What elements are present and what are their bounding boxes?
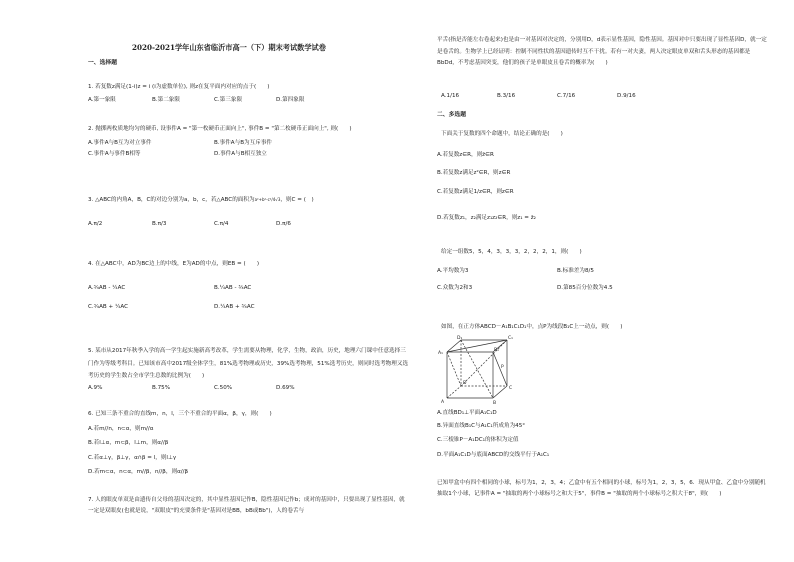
- q8-option-d: D.若复数z₁，z₂满足z₁z₂∈R，则z₁ = z̄₂: [437, 215, 536, 221]
- q10-option-c: C.三棱锥P－A₁DC₁的体积为定值: [437, 437, 519, 443]
- q3-stem-text: 3. △ABC的内角A，B，C的对边分别为a，b，c，若△ABC的面积为: [88, 197, 255, 203]
- q10-option-a: A.直线BD₁⊥平面A₁C₁D: [437, 410, 497, 416]
- q2-option-a: A.事件A与B互为对立事件: [88, 140, 152, 146]
- q3-option-c: C.π/4: [214, 221, 229, 227]
- cube-figure: [437, 334, 517, 406]
- q8-option-a: A.若复数z∈R，则z̄∈R: [437, 152, 494, 158]
- q11-text: 已知甲盒中有四个相同的小球，标号为1，2，3，4；乙盒中有五个相同的小球，标号为1，2，3，5，6．现从甲盒、乙盒中分别随机抽取1个小球，记事件A = "抽取的两个小球标号之和大于5"，事件B = "抽取的两个小球标号之积大于8"，则( ): [437, 480, 766, 497]
- q6-stem: 6. 已知三条不重合的直线m，n，l，三个不重合的平面α，β，γ，则( ): [88, 411, 272, 417]
- q5-option-a: A.9%: [88, 385, 103, 391]
- q9-option-d: D.第85百分位数为4.5: [557, 285, 613, 291]
- label-a1: A₁: [438, 351, 443, 356]
- q7-option-d: D.9/16: [617, 93, 636, 99]
- q5-text: 5. 某市从2017年秋季入学的高一学生起实施新高考改革，学生需要从物理，化学，生物，政治，历史，地理六门课中任意选择三门作为等级考科目。已知该市高中2017级全体学生，81%选考物理或历史，39%选考物理，51%选考历史，则同时选考物理又选考历史的学生数占全市学生总数的比例为( ): [88, 348, 409, 379]
- q8-option-c: C.若复数z满足1/z∈R，则z∈R: [437, 189, 514, 195]
- segment-a1d-hidden: [447, 352, 461, 386]
- label-c: C: [509, 386, 513, 391]
- label-a: A: [441, 400, 445, 405]
- q10-option-b: B.异面直线B₁C与A₁C₁所成角为45°: [437, 423, 526, 429]
- right-column: [437, 0, 771, 562]
- segment-bd1-hidden: [461, 340, 493, 398]
- segment-b1c: [493, 352, 507, 386]
- q6-option-b: B.若l⊥α，m⊂β，l⊥m，则α//β: [88, 440, 169, 446]
- edge-ad-hidden: [447, 386, 461, 398]
- q3-area-fraction: a²+b²-c²/4√3: [254, 197, 281, 202]
- label-b1: B₁: [494, 348, 499, 353]
- q4-option-a: A.¾AB - ¼AC: [88, 285, 126, 291]
- q9-option-a: A.平均数为3: [437, 268, 469, 274]
- q9-option-c: C.众数为2和3: [437, 285, 473, 291]
- q3-option-b: B.π/3: [152, 221, 167, 227]
- q10-stem: 如图，在正方体ABCD－A₁B₁C₁D₁中，点P为线段B₁C上一动点，则( ): [441, 324, 623, 330]
- q4-option-c: C.¾AB + ¼AC: [88, 304, 129, 310]
- q3-stem: [88, 196, 314, 204]
- q3-option-d: D.π/6: [276, 221, 291, 227]
- q6-option-d: D.若m⊂α，n⊂α，m//β，n//β，则α//β: [88, 469, 189, 475]
- label-c1: C₁: [508, 336, 513, 341]
- q9-option-b: B.标准差为8/5: [557, 268, 594, 274]
- q2-option-b: B.事件A与B为互斥事件: [214, 140, 273, 146]
- q6-option-c: C.若α⊥γ，β⊥γ，α∩β = l，则l⊥γ: [88, 455, 177, 461]
- q1-option-c: C.第三象限: [214, 97, 243, 103]
- q5-option-b: B.75%: [152, 385, 171, 391]
- q1-stem: 1. 若复数z满足(1-i)z = i (i为虚数单位), 则z在复平面内对应的点于( ): [88, 84, 270, 90]
- edge-a1d1: [447, 340, 461, 352]
- q1-option-b: B.第二象限: [152, 97, 180, 103]
- q7-option-b: B.3/16: [497, 93, 516, 99]
- exam-title: 2020-2021学年山东省临沂市高一（下）期末考试数学试卷: [132, 43, 326, 52]
- section-multi-heading: 二、多选题: [437, 112, 466, 118]
- label-b: B: [493, 401, 497, 406]
- q8-option-b: B.若复数z满足z²∈R，则z∈R: [437, 170, 511, 176]
- q7-option-c: C.7/16: [557, 93, 576, 99]
- q6-option-a: A.若m//n，n⊂α，则m//α: [88, 426, 154, 432]
- q2-option-d: D.事件A与B相互独立: [214, 151, 267, 157]
- q10-option-d: D.平面A₁C₁D与底面ABCD的交线平行于A₁C₁: [437, 452, 550, 458]
- left-column: [84, 0, 414, 562]
- q2-option-c: C.事件A与事件B相等: [88, 151, 141, 157]
- label-d1: D₁: [457, 336, 463, 341]
- q4-stem: 4. 在△ABC中，AD为BC边上的中线，E为AD的中点，则EB = ( ): [88, 261, 260, 267]
- q8-stem: 下面关于复数的四个命题中，结论正确的是( ): [441, 131, 563, 137]
- q5-option-c: C.50%: [214, 385, 233, 391]
- label-p: P: [501, 365, 504, 370]
- q1-option-a: A.第一象限: [88, 97, 116, 103]
- section-choice-heading: 一、选择题: [88, 60, 117, 66]
- q7-option-a: A.1/16: [441, 93, 460, 99]
- segment-dc1-hidden: [461, 340, 507, 386]
- edge-bc: [493, 386, 507, 398]
- q5-option-d: D.69%: [276, 385, 295, 391]
- q3-option-a: A.π/2: [88, 221, 103, 227]
- label-d: D: [463, 381, 467, 386]
- q1-option-d: D.第四象限: [276, 97, 305, 103]
- q7-continued-text: 平舌(指是否能左右卷起来)也是由一对基因对决定的，分别用D，d表示显性基因，隐性基因。基因对中只要出现了显性基因D，就一定是卷舌的。生物学上已经证明：控制不同性状的基因遗传时互不干扰。若有一对夫妻，两人决定眼皮单双和舌头形态的基因都是BbDd，不考虑基因突变，他们的孩子是单眼皮且卷舌的概率为( ): [437, 37, 767, 66]
- q7-text: 7. 人的眼皮单双是由遗传自父母的基因决定的，其中显性基因记作B，隐性基因记作b；成对的基因中，只要出现了显性基因，就一定是双眼皮(也就是说，"双眼皮"的充要条件是"基因对是BB，bB或Bb")，人的卷舌与: [88, 497, 405, 514]
- q2-stem: 2. 抛掷两枚质地均匀的硬币, 设事件A = "第一枚硬币正面向上", 事件B = "第二枚硬币正面向上", 则( ): [88, 126, 352, 132]
- q9-stem: 给定一组数5，5，4，3，3，3，2，2，2，1，则( ): [441, 249, 582, 255]
- q4-option-d: D.¼AB + ¾AC: [214, 304, 255, 310]
- q4-option-b: B.¼AB - ¾AC: [214, 285, 252, 291]
- q3-stem-tail: ，则C = ( ): [280, 197, 314, 203]
